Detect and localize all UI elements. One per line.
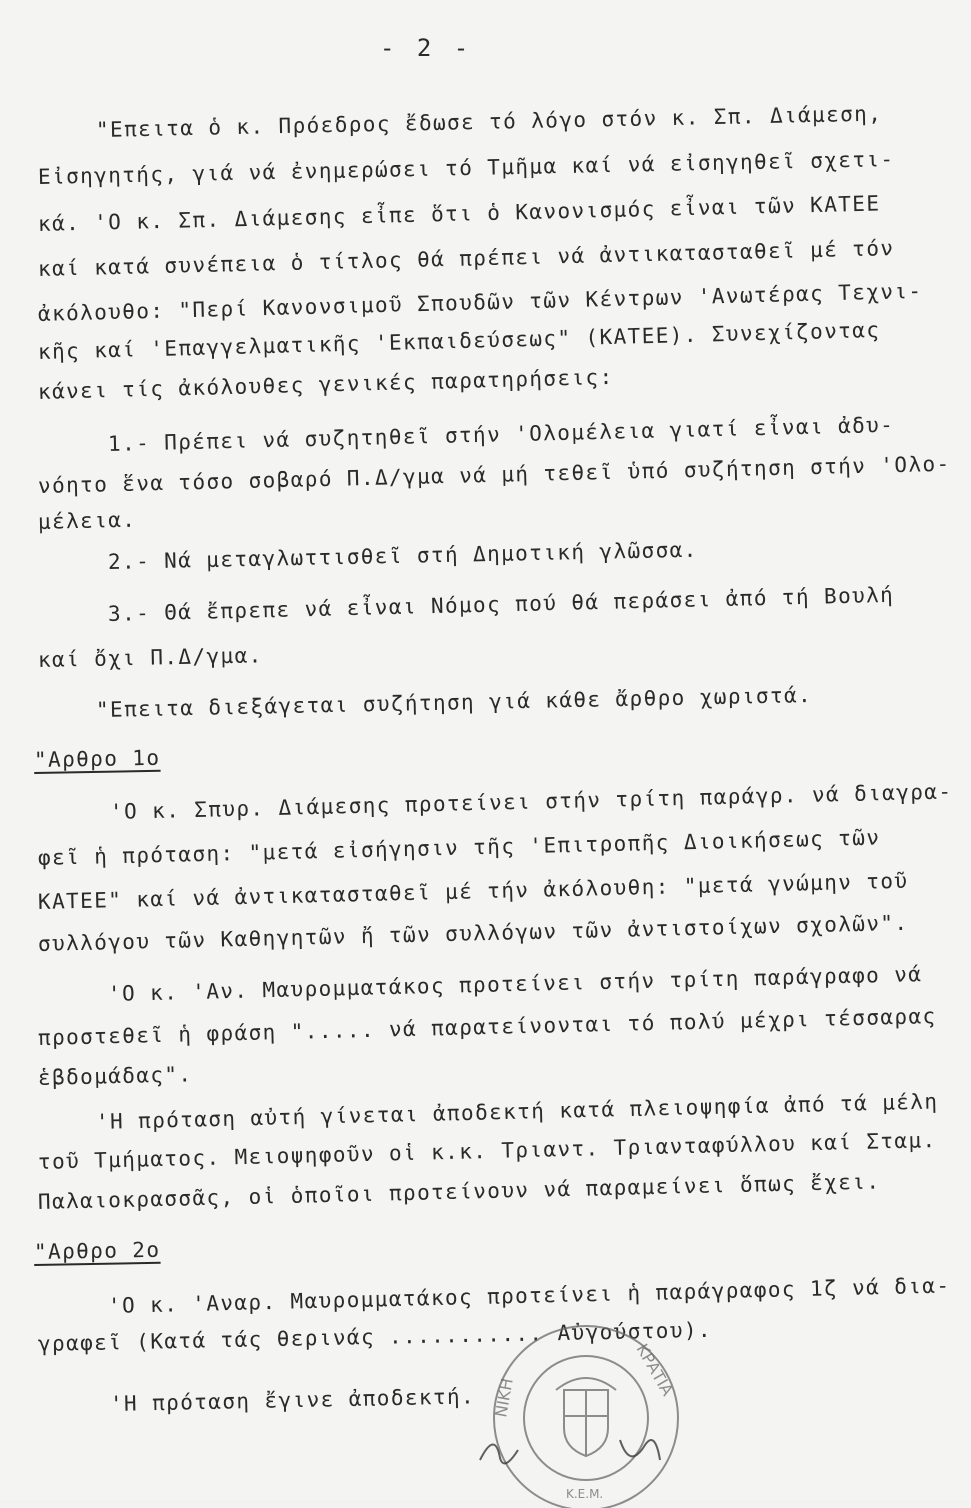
remark-1-line-1: 1.- Πρέπει νά συζητηθεῖ στήν 'Ολομέλεια γιατί εἶναι ἀδυ- [107, 412, 895, 456]
article-1-p3-line-2: τοῦ Τμήματος. Μειοψηφοῦν οἱ κ.κ. Τριαντ. Τριανταφύλλου καί Σταμ. [37, 1128, 937, 1174]
article-1-p2-line-1: 'Ο κ. 'Αν. Μαυρομματάκος προτείνει στήν τρίτη παράγραφο νά [107, 962, 923, 1006]
remark-1-line-2: νόητο ἕνα τόσο σοβαρό Π.Δ/γμα νά μή τεθεῖ ὑπό συζήτηση στήν 'Ολο- [37, 451, 951, 498]
article-2-p2-line-1: 'Η πρόταση ἔγινε ἀποδεκτή. [109, 1384, 476, 1416]
intro-line-3: κά. 'Ο κ. Σπ. Διάμεσης εἶπε ὅτι ὁ Κανονισμός εἶναι τῶν ΚΑΤΕΕ [37, 191, 881, 236]
article-1-p1-line-3: ΚΑΤΕΕ" καί νά ἀντικατασταθεῖ μέ τήν ἀκόλουθη: "μετά γνώμην τοῦ [37, 868, 909, 914]
intro-line-4: καί κατά συνέπεια ὁ τίτλος θά πρέπει νά ἀντικατασταθεῖ μέ τόν [37, 236, 895, 281]
remark-3-line-2: καί ὄχι Π.Δ/γμα. [37, 643, 263, 672]
remark-2-line-1: 2.- Νά μεταγλωττισθεῖ στή Δημοτική γλῶσσα. [107, 537, 698, 574]
article-2-p1-line-2: γραφεῖ (Κατά τάς θερινάς ........... Αὐγούστου). [37, 1317, 713, 1356]
article-2-p1-line-1: 'Ο κ. 'Αναρ. Μαυρομματάκος προτείνει ἡ παράγραφος 1ζ νά δια- [107, 1273, 951, 1318]
article-1-heading: "Αρθρο 1ο [33, 745, 161, 772]
handwritten-signature [470, 1420, 700, 1480]
remark-3-line-1: 3.- Θά ἔπρεπε νά εἶναι Νόμος πού θά περάσει ἀπό τή Βουλή [107, 582, 895, 626]
article-1-p3-line-3: Παλαιοκρασσᾶς, οἱ ὁποῖοι προτείνουν νά παραμείνει ὅπως ἔχει. [37, 1169, 881, 1214]
article-1-p1-line-2: φεῖ ἡ πρόταση: "μετά εἰσήγησιν τῆς 'Επιτροπῆς Διοικήσεως τῶν [37, 825, 881, 870]
article-1-p2-line-3: ἑβδομάδας". [37, 1062, 193, 1090]
stamp-right-letters: ΚΡΑΤΙΑ [632, 1340, 678, 1399]
intro-line-1: "Επειτα ὁ κ. Πρόεδρος ἔδωσε τό λόγο στόν κ. Σπ. Διάμεση, [95, 101, 883, 142]
intro-line-5: ἀκόλουθο: "Περί Κανονσιμοῦ Σπουδῶν τῶν Κέντρων 'Ανωτέρας Τεχνι- [37, 278, 923, 326]
article-1-p2-line-2: προστεθεῖ ἡ φράση "..... νά παρατείνονται τό πολύ μέχρι τέσσαρας [37, 1004, 937, 1050]
article-1-p1-line-1: 'Ο κ. Σπυρ. Διάμεσης προτείνει στήν τρίτη παράγρ. νά διαγρα- [109, 779, 953, 824]
article-2-heading: "Αρθρο 2ο [33, 1237, 161, 1264]
stamp-bottom-text: Κ.Ε.Μ. [566, 1487, 604, 1501]
article-1-p1-line-4: συλλόγου τῶν Καθηγητῶν ἤ τῶν συλλόγων τῶν ἀντιστοίχων σχολῶν". [37, 910, 909, 956]
remark-1-line-3: μέλεια. [37, 507, 137, 534]
article-1-p3-line-1: 'Η πρόταση αὐτή γίνεται ἀποδεκτή κατά πλειοψηφία ἀπό τά μέλη [95, 1089, 939, 1134]
intro-line-7: κάνει τίς ἀκόλουθες γενικές παρατηρήσεις: [37, 364, 614, 404]
intro-line-2: Εἰσηγητής, γιά νά ἐνημερώσει τό Τμῆμα καί νά εἰσηγηθεῖ σχετι- [37, 147, 895, 189]
stamp-left-letters: ΝΙΚΗ [491, 1376, 517, 1419]
discussion-line: "Επειτα διεξάγεται συζήτηση γιά κάθε ἄρθρο χωριστά. [95, 683, 813, 722]
intro-line-6: κῆς καί 'Επαγγελματικῆς 'Εκπαιδεύσεως" (ΚΑΤΕΕ). Συνεχίζοντας [37, 317, 881, 364]
page-number: - 2 - [380, 34, 473, 62]
